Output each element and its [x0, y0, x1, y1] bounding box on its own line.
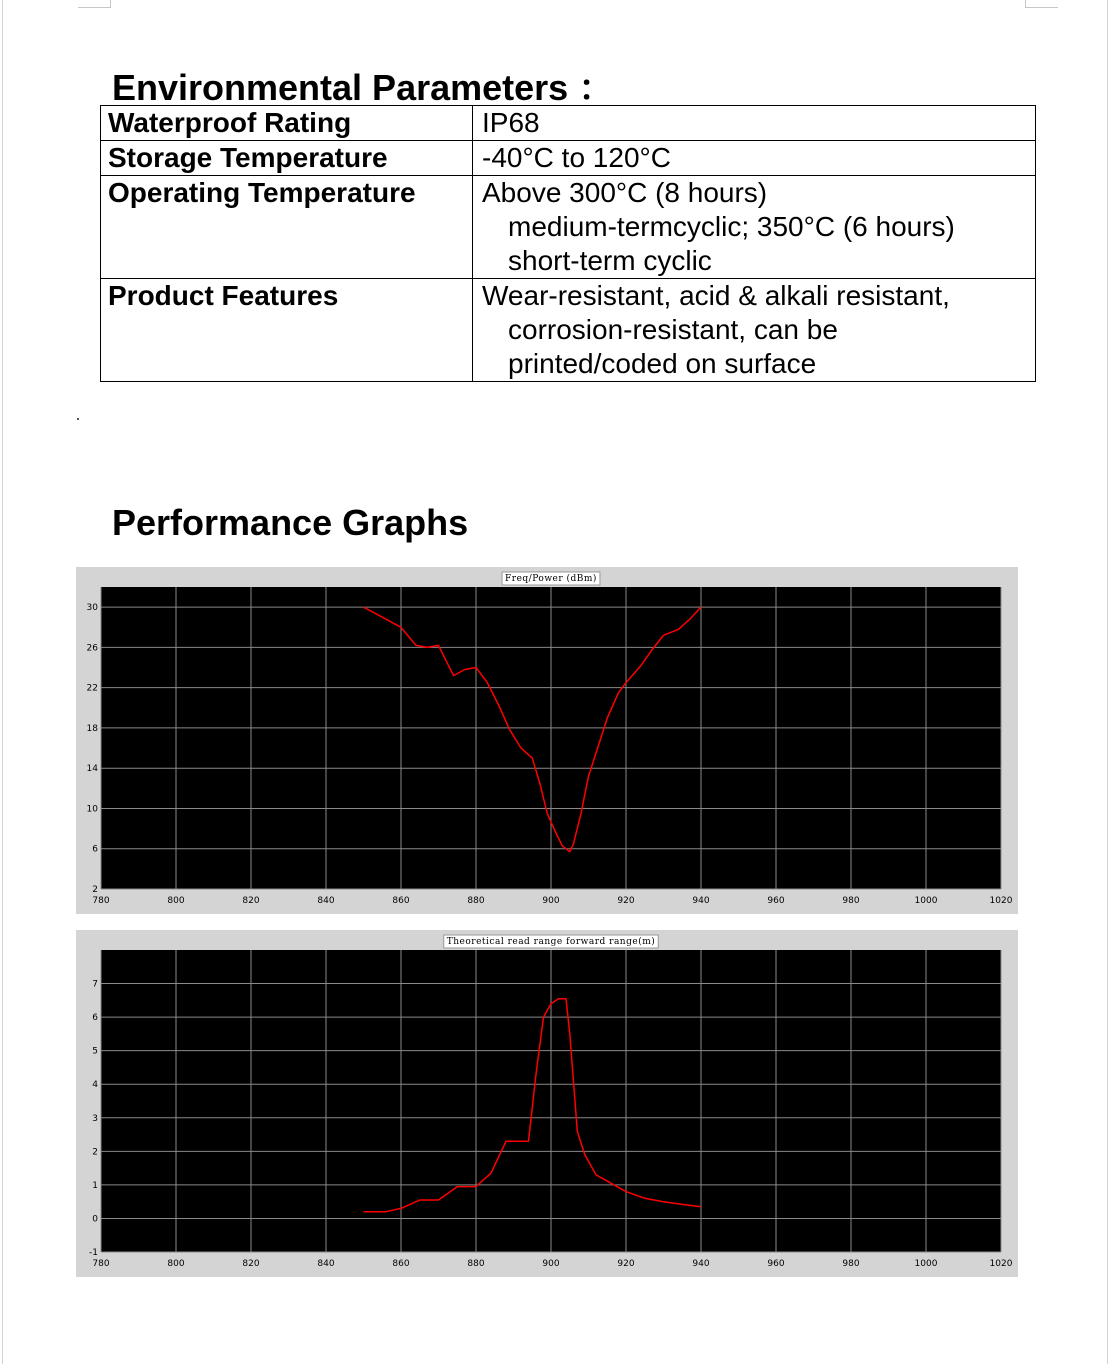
y-tick-label: 2	[92, 885, 98, 895]
y-tick-label: 30	[86, 603, 98, 614]
read-range-chart	[76, 930, 1018, 1277]
x-tick-label: 940	[692, 896, 710, 906]
waterproof-rating-value	[473, 106, 1036, 141]
read-range-chart-svg	[76, 930, 1018, 1277]
value-line: corrosion-resistant, can be	[508, 314, 838, 345]
y-tick-label: 14	[86, 764, 98, 775]
x-tick-label: 960	[767, 1259, 785, 1269]
environmental-parameters-table	[100, 105, 1036, 382]
x-tick-label: 1000	[914, 896, 938, 906]
x-tick-label: 900	[542, 896, 560, 906]
x-tick-label: 920	[617, 896, 635, 906]
value-line: Above 300°C (8 hours)	[482, 177, 768, 208]
y-tick-label: 2	[92, 1147, 98, 1158]
x-tick-label: 980	[842, 1259, 860, 1269]
value-line: -40°C to 120°C	[482, 142, 671, 173]
product-features-value	[473, 279, 1036, 382]
y-tick-label: 26	[86, 643, 98, 654]
x-tick-label: 900	[542, 1259, 560, 1269]
x-tick-label: 820	[242, 1259, 260, 1269]
y-tick-label: 3	[92, 1113, 98, 1124]
freq-power-chart	[76, 567, 1018, 914]
y-tick-label: 5	[92, 1046, 98, 1057]
x-tick-label: 780	[92, 1259, 110, 1269]
x-tick-label: 780	[92, 896, 110, 906]
x-tick-label: 1020	[989, 1259, 1013, 1269]
value-line: short-term cyclic	[508, 245, 712, 276]
chart-title: Theoretical read range forward range(m)	[446, 937, 656, 947]
product-features-label: Product Features	[101, 279, 473, 382]
value-line: printed/coded on surface	[508, 348, 817, 379]
x-tick-label: 840	[317, 896, 335, 906]
stray-dot	[77, 418, 79, 420]
y-tick-label: 0	[92, 1214, 98, 1225]
freq-power-chart-svg	[76, 567, 1018, 914]
y-tick-label: 1	[92, 1180, 98, 1191]
x-tick-label: 920	[617, 1259, 635, 1269]
corner-mark-left	[78, 0, 111, 8]
table-row	[101, 106, 1036, 141]
y-tick-label: -1	[89, 1248, 98, 1258]
x-tick-label: 880	[467, 1259, 485, 1269]
corner-mark-right	[1025, 0, 1058, 8]
storage-temperature-value	[473, 141, 1036, 176]
table-row	[101, 176, 1036, 279]
table-row	[101, 141, 1036, 176]
x-tick-label: 960	[767, 896, 785, 906]
x-tick-label: 860	[392, 1259, 410, 1269]
y-tick-label: 6	[92, 844, 98, 855]
operating-temperature-value	[473, 176, 1036, 279]
x-tick-label: 800	[167, 896, 185, 906]
x-tick-label: 800	[167, 1259, 185, 1269]
y-tick-label: 10	[86, 804, 98, 815]
x-tick-label: 980	[842, 896, 860, 906]
value-line: medium-termcyclic; 350°C (6 hours)	[508, 211, 955, 242]
y-tick-label: 7	[92, 979, 98, 990]
environmental-parameters-title: Environmental Parameters ：	[112, 67, 615, 108]
value-line: IP68	[482, 107, 540, 138]
x-tick-label: 1000	[914, 1259, 938, 1269]
waterproof-rating-label: Waterproof Rating	[101, 106, 473, 141]
x-tick-label: 860	[392, 896, 410, 906]
x-tick-label: 880	[467, 896, 485, 906]
y-tick-label: 4	[92, 1080, 98, 1091]
operating-temperature-label: Operating Temperature	[101, 176, 473, 279]
y-tick-label: 22	[86, 683, 98, 694]
storage-temperature-label: Storage Temperature	[101, 141, 473, 176]
chart-title: Freq/Power (dBm)	[505, 574, 597, 584]
value-line: Wear-resistant, acid & alkali resistant,	[482, 280, 950, 311]
x-tick-label: 840	[317, 1259, 335, 1269]
x-tick-label: 820	[242, 896, 260, 906]
table-row	[101, 279, 1036, 382]
y-tick-label: 6	[92, 1013, 98, 1024]
x-tick-label: 940	[692, 1259, 710, 1269]
y-tick-label: 18	[86, 723, 98, 734]
performance-graphs-title: Performance Graphs	[112, 502, 469, 543]
x-tick-label: 1020	[989, 896, 1013, 906]
